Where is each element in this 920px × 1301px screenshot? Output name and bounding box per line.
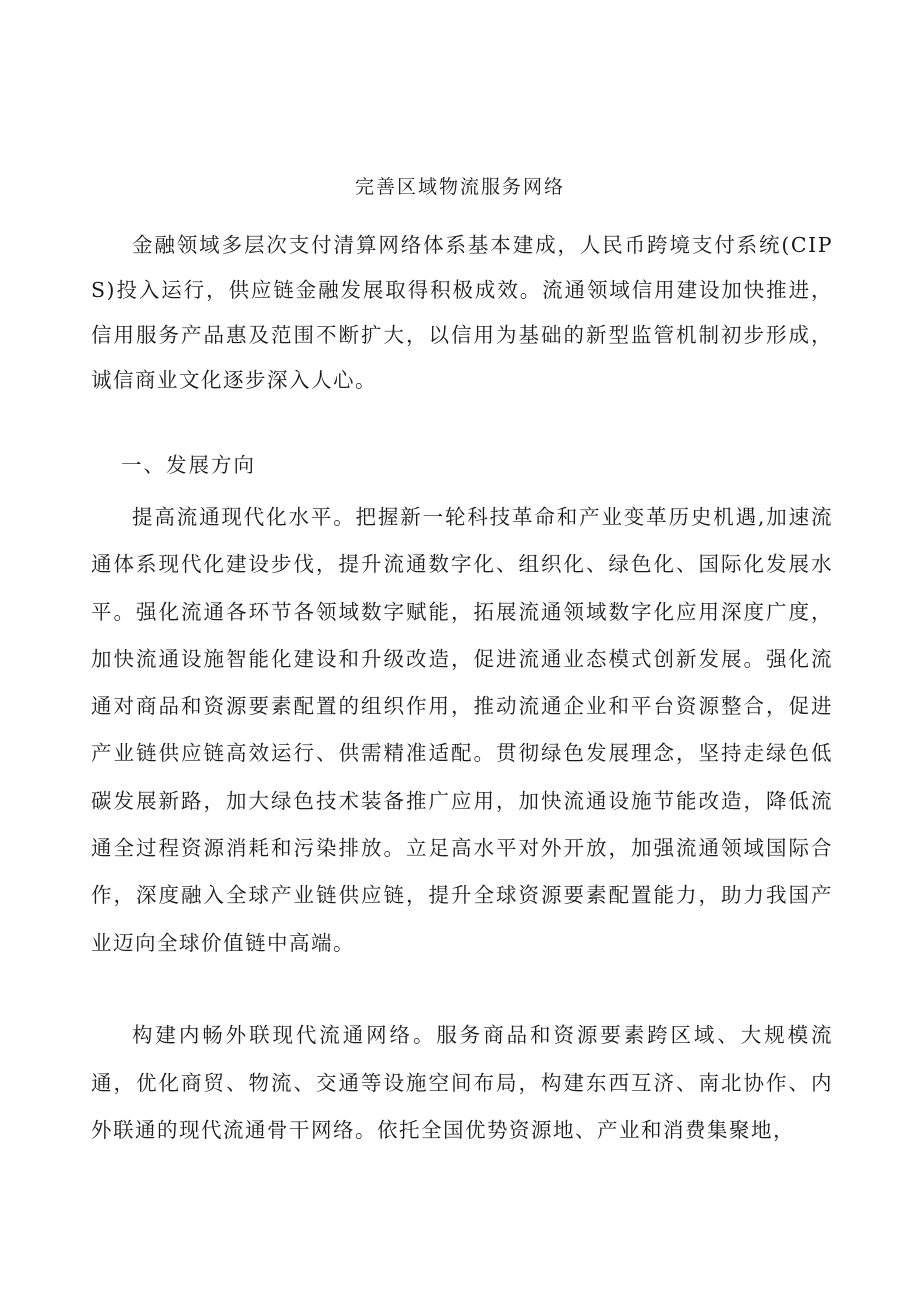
section-paragraph-modernization: 提高流通现代化水平。把握新一轮科技革命和产业变革历史机遇,加速流通体系现代化建设步伐，提升流通数字化、组织化、绿色化、国际化发展水平。强化流通各环节各领域数字赋能，拓展流通领域数字化应用深度广度，加快流通设施智能化建设和升级改造，促进流通业态模式创新发展。强化流通对商品和资源要素配置的组织作用，推动流通企业和平台资源整合，促进产业链供应链高效运行、供需精准适配。贯彻绿色发展理念，坚持走绿色低碳发展新路，加大绿色技术装备推广应用，加快流通设施节能改造，降低流通全过程资源消耗和污染排放。立足高水平对外开放，加强流通领域国际合作，深度融入全球产业链供应链，提升全球资源要素配置能力，助力我国产业迈向全球价值链中高端。	[91, 505, 833, 955]
section-paragraph-network: 构建内畅外联现代流通网络。服务商品和资源要素跨区域、大规模流通，优化商贸、物流、交通等设施空间布局，构建东西互济、南北协作、内外联通的现代流通骨干网络。依托全国优势资源地、产业和消费集聚地，	[91, 1023, 833, 1143]
intro-paragraph: 金融领域多层次支付清算网络体系基本建成，人民币跨境支付系统(CIPS)投入运行，供应链金融发展取得积极成效。流通领域信用建设加快推进，信用服务产品惠及范围不断扩大，以信用为基础的新型监管机制初步形成，诚信商业文化逐步深入人心。	[91, 233, 833, 392]
section-heading: 一、发展方向	[121, 453, 256, 477]
document-title: 完善区域物流服务网络	[354, 176, 565, 198]
